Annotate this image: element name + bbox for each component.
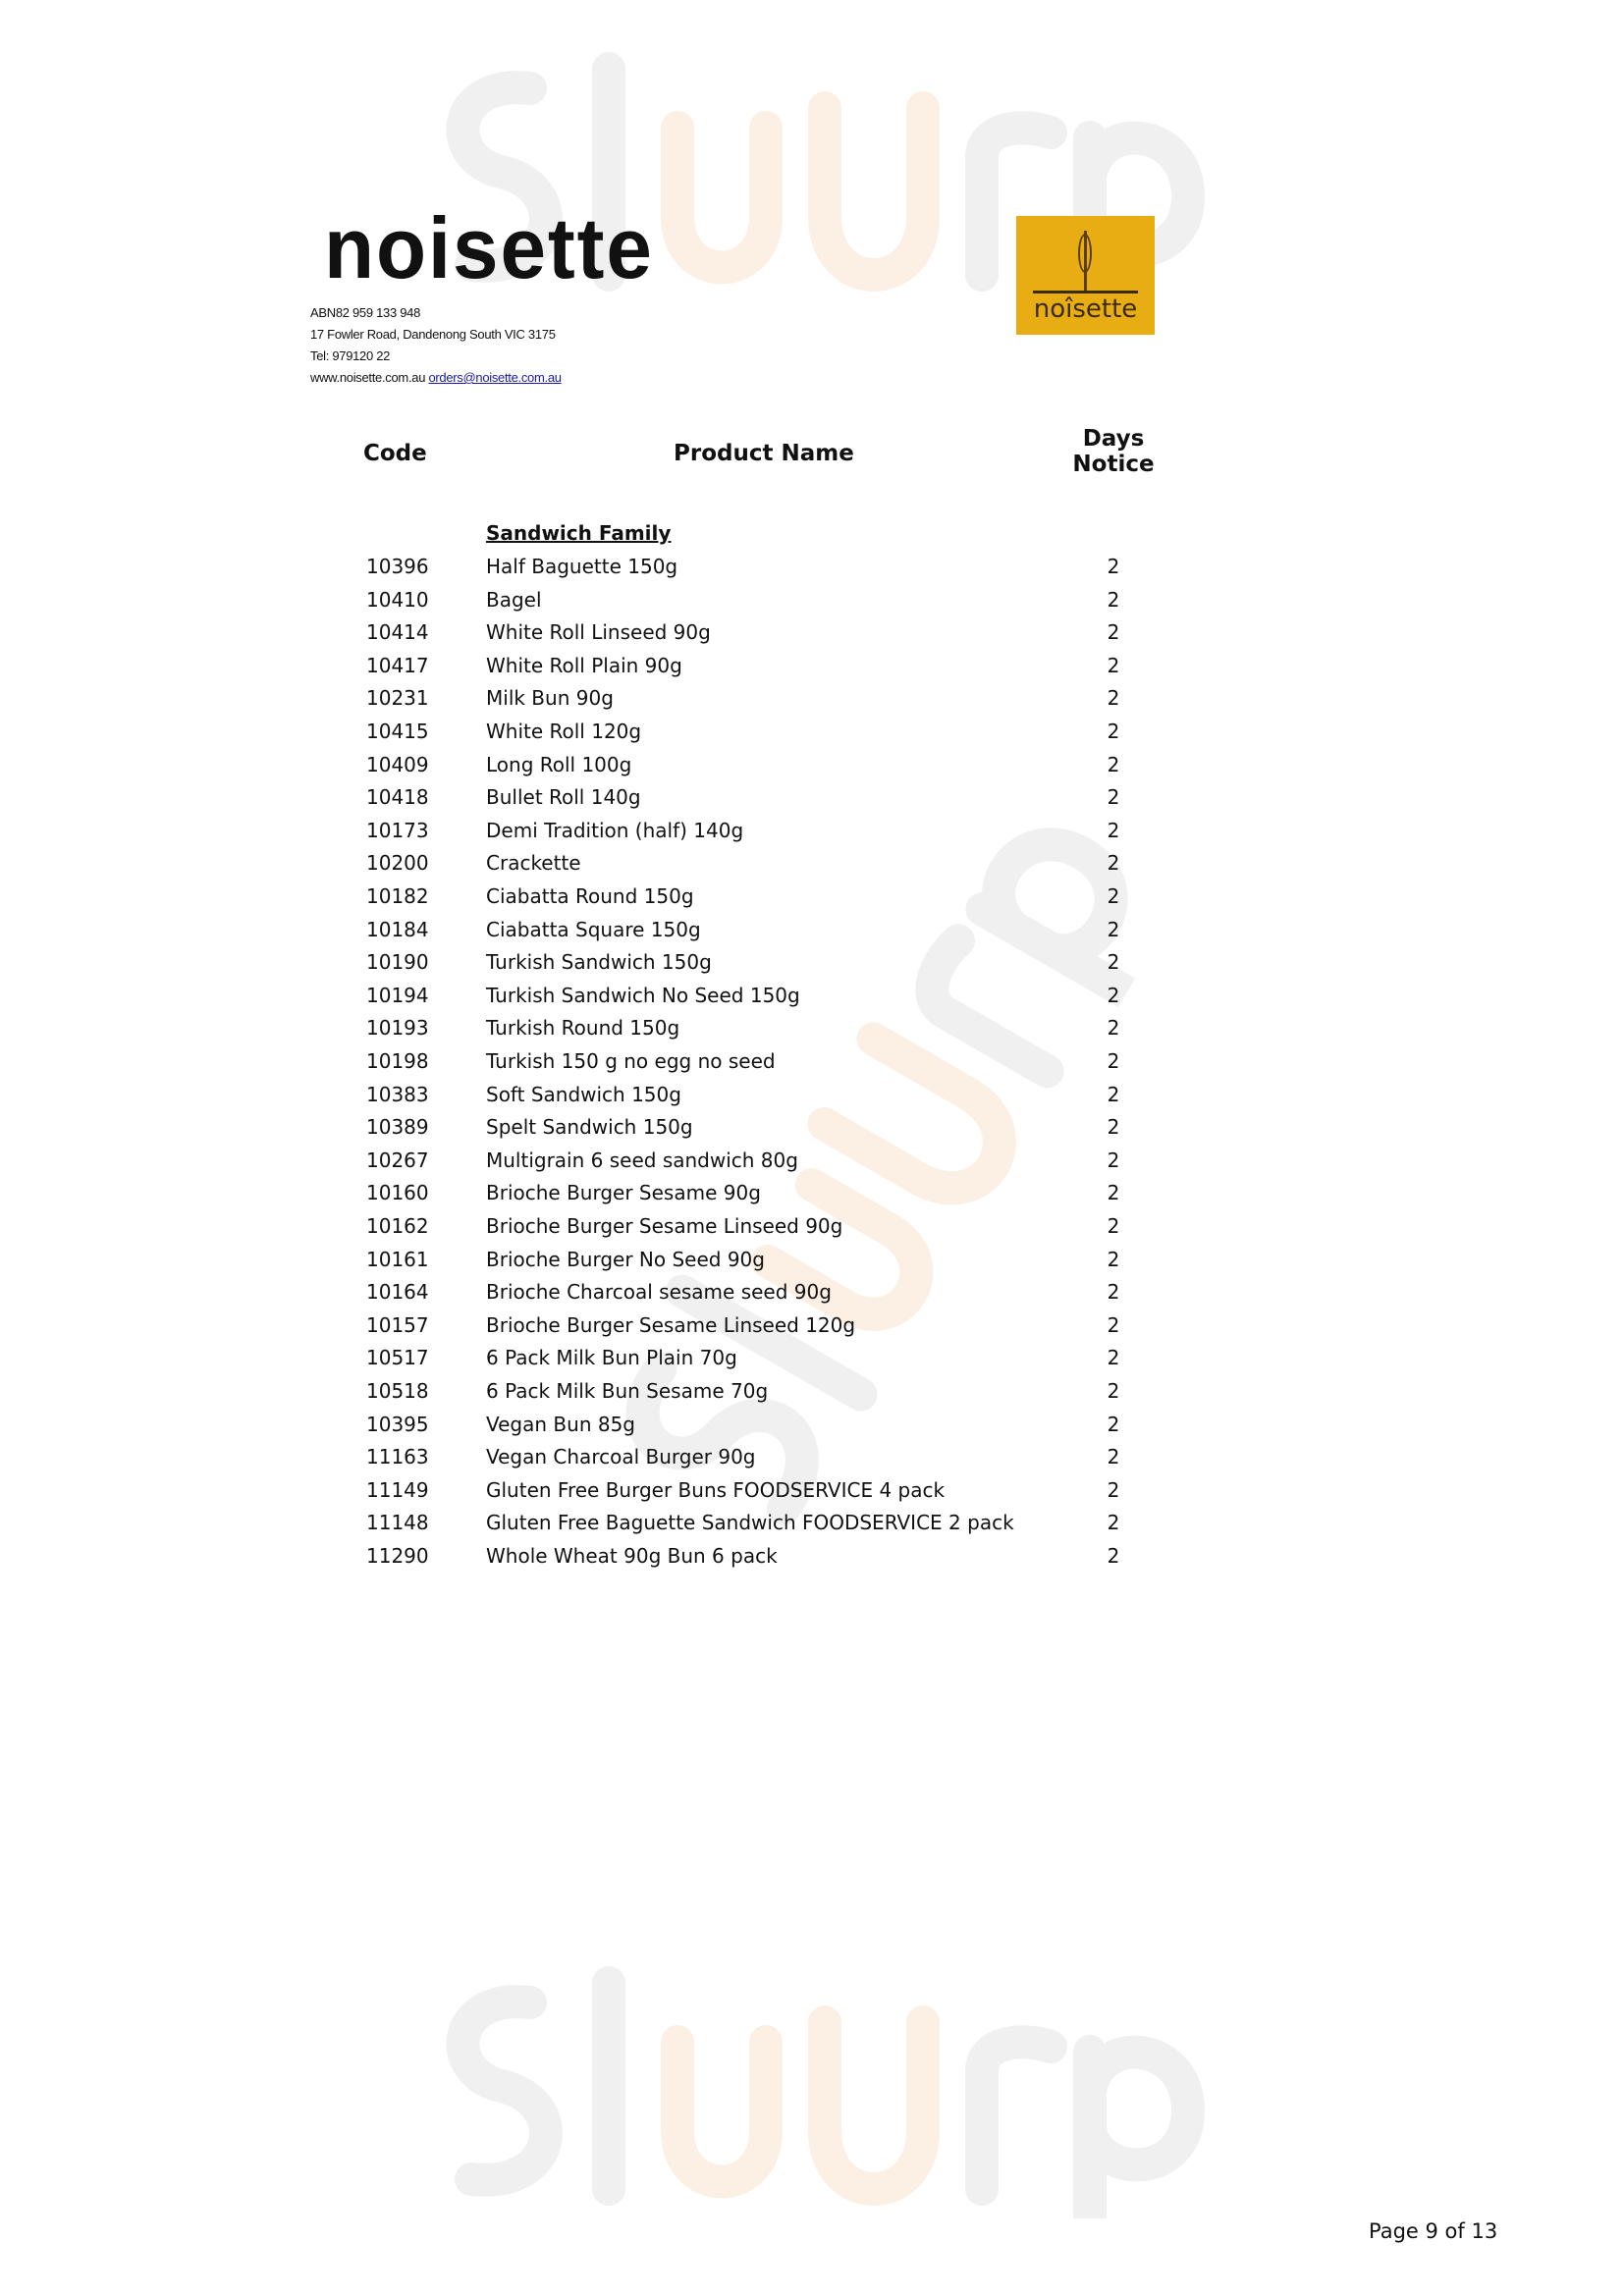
product-code: 10161 xyxy=(366,1247,429,1271)
header-product-name: Product Name xyxy=(674,441,854,466)
product-code: 11163 xyxy=(366,1445,429,1469)
table-row xyxy=(0,1313,1624,1347)
days-notice: 2 xyxy=(1107,653,1120,677)
days-notice: 2 xyxy=(1107,1115,1120,1140)
table-row xyxy=(0,884,1624,918)
days-notice: 2 xyxy=(1107,1280,1120,1305)
days-notice: 2 xyxy=(1107,1511,1120,1535)
days-notice: 2 xyxy=(1107,1346,1120,1370)
table-row xyxy=(0,1248,1624,1281)
days-notice: 2 xyxy=(1107,620,1120,645)
days-notice: 2 xyxy=(1107,555,1120,578)
product-name: Brioche Burger Sesame Linseed 90g xyxy=(486,1214,843,1238)
product-code: 11149 xyxy=(366,1477,429,1502)
days-notice: 2 xyxy=(1107,1016,1120,1041)
product-code: 10517 xyxy=(366,1346,429,1370)
days-notice: 2 xyxy=(1107,785,1120,810)
table-row xyxy=(0,1478,1624,1512)
table-row xyxy=(0,1379,1624,1413)
product-name: Brioche Burger Sesame 90g xyxy=(486,1181,761,1205)
product-code: 10182 xyxy=(366,884,429,908)
company-email-link[interactable]: orders@noisette.com.au xyxy=(428,370,562,385)
table-row xyxy=(0,819,1624,852)
table-row xyxy=(0,588,1624,621)
days-notice: 2 xyxy=(1107,851,1120,876)
product-code: 10162 xyxy=(366,1214,429,1238)
days-notice: 2 xyxy=(1107,1148,1120,1172)
product-code: 10184 xyxy=(366,917,429,941)
table-row xyxy=(0,555,1624,588)
product-name: Turkish Sandwich 150g xyxy=(486,950,712,975)
table-row xyxy=(0,1181,1624,1214)
product-name: Spelt Sandwich 150g xyxy=(486,1115,693,1140)
days-notice: 2 xyxy=(1107,983,1120,1007)
company-address: 17 Fowler Road, Dandenong South VIC 3175 xyxy=(310,327,556,342)
table-row xyxy=(0,1148,1624,1182)
table-row xyxy=(0,1083,1624,1116)
table-row xyxy=(0,686,1624,720)
company-name: noisette xyxy=(324,199,654,296)
product-code: 10396 xyxy=(366,555,429,578)
company-logo xyxy=(1016,216,1155,335)
product-name: White Roll 120g xyxy=(486,720,642,743)
days-notice: 2 xyxy=(1107,1214,1120,1238)
table-row xyxy=(0,1214,1624,1248)
days-notice: 2 xyxy=(1107,720,1120,743)
table-row xyxy=(0,1016,1624,1049)
table-row xyxy=(0,1280,1624,1313)
product-code: 10418 xyxy=(366,785,429,810)
product-code: 10383 xyxy=(366,1082,429,1106)
header-days-notice: Days Notice xyxy=(1072,426,1155,477)
days-notice: 2 xyxy=(1107,950,1120,975)
table-row xyxy=(0,1445,1624,1478)
product-code: 10157 xyxy=(366,1312,429,1337)
product-name: Vegan Bun 85g xyxy=(486,1412,635,1436)
product-name: 6 Pack Milk Bun Plain 70g xyxy=(486,1346,737,1370)
days-notice: 2 xyxy=(1107,1181,1120,1205)
table-row xyxy=(0,1413,1624,1446)
product-name: Half Baguette 150g xyxy=(486,555,678,578)
table-row xyxy=(0,851,1624,884)
product-code: 10410 xyxy=(366,587,429,612)
product-name: Long Roll 100g xyxy=(486,752,632,776)
product-code: 10194 xyxy=(366,983,429,1007)
days-notice: 2 xyxy=(1107,1247,1120,1271)
product-name: Whole Wheat 90g Bun 6 pack xyxy=(486,1544,778,1568)
table-row xyxy=(0,620,1624,654)
product-name: Multigrain 6 seed sandwich 80g xyxy=(486,1148,798,1172)
company-phone: Tel: 979120 22 xyxy=(310,348,391,363)
product-name: Ciabatta Round 150g xyxy=(486,884,694,908)
product-name: Bagel xyxy=(486,587,542,612)
product-name: Soft Sandwich 150g xyxy=(486,1082,681,1106)
product-code: 10415 xyxy=(366,720,429,743)
product-code: 10518 xyxy=(366,1379,429,1403)
table-row xyxy=(0,1346,1624,1379)
product-code: 10190 xyxy=(366,950,429,975)
watermark-graphic xyxy=(412,1963,1237,2218)
product-code: 10417 xyxy=(366,653,429,677)
days-notice: 2 xyxy=(1107,1049,1120,1073)
product-name: Gluten Free Burger Buns FOODSERVICE 4 pack xyxy=(486,1477,946,1502)
company-abn: ABN82 959 133 948 xyxy=(310,305,420,320)
product-code: 10160 xyxy=(366,1181,429,1205)
days-notice: 2 xyxy=(1107,1312,1120,1337)
product-code: 10389 xyxy=(366,1115,429,1140)
page-number: Page 9 of 13 xyxy=(1369,2219,1498,2243)
header-code: Code xyxy=(363,441,427,466)
company-website: www.noisette.com.au xyxy=(310,370,429,385)
days-notice: 2 xyxy=(1107,1477,1120,1502)
product-code: 10409 xyxy=(366,752,429,776)
company-contact xyxy=(310,370,562,385)
logo-text: noîsette xyxy=(1033,294,1138,324)
product-code: 10414 xyxy=(366,620,429,645)
table-row xyxy=(0,984,1624,1017)
table-row xyxy=(0,1544,1624,1577)
days-notice: 2 xyxy=(1107,1445,1120,1469)
product-name: Gluten Free Baguette Sandwich FOODSERVICE 2 pack xyxy=(486,1511,1014,1535)
product-name: Turkish Sandwich No Seed 150g xyxy=(486,983,800,1007)
product-name: Turkish 150 g no egg no seed xyxy=(486,1049,776,1073)
product-name: Crackette xyxy=(486,851,581,876)
table-row xyxy=(0,720,1624,753)
product-name: Demi Tradition (half) 140g xyxy=(486,818,744,842)
product-name: Brioche Burger No Seed 90g xyxy=(486,1247,765,1271)
days-notice: 2 xyxy=(1107,818,1120,842)
section-title: Sandwich Family xyxy=(486,521,672,545)
days-notice: 2 xyxy=(1107,686,1120,711)
product-name: White Roll Plain 90g xyxy=(486,653,682,677)
days-notice: 2 xyxy=(1107,1379,1120,1403)
product-code: 10198 xyxy=(366,1049,429,1073)
product-code: 10164 xyxy=(366,1280,429,1305)
days-notice: 2 xyxy=(1107,917,1120,941)
days-notice: 2 xyxy=(1107,752,1120,776)
table-row xyxy=(0,950,1624,984)
days-notice: 2 xyxy=(1107,587,1120,612)
product-name: White Roll Linseed 90g xyxy=(486,620,711,645)
product-name: Milk Bun 90g xyxy=(486,686,614,711)
days-notice: 2 xyxy=(1107,884,1120,908)
table-row xyxy=(0,753,1624,786)
days-notice: 2 xyxy=(1107,1544,1120,1568)
product-code: 10231 xyxy=(366,686,429,711)
product-code: 10267 xyxy=(366,1148,429,1172)
days-notice: 2 xyxy=(1107,1412,1120,1436)
product-code: 10173 xyxy=(366,818,429,842)
days-notice: 2 xyxy=(1107,1082,1120,1106)
product-name: Vegan Charcoal Burger 90g xyxy=(486,1445,756,1469)
table-row xyxy=(0,654,1624,687)
product-name: Brioche Burger Sesame Linseed 120g xyxy=(486,1312,856,1337)
product-name: Turkish Round 150g xyxy=(486,1016,680,1041)
product-code: 10395 xyxy=(366,1412,429,1436)
product-name: Brioche Charcoal sesame seed 90g xyxy=(486,1280,832,1305)
table-row xyxy=(0,918,1624,951)
product-name: Bullet Roll 140g xyxy=(486,785,641,810)
product-code: 11290 xyxy=(366,1544,429,1568)
table-row xyxy=(0,1115,1624,1148)
product-name: 6 Pack Milk Bun Sesame 70g xyxy=(486,1379,769,1403)
table-row xyxy=(0,1049,1624,1083)
product-code: 10200 xyxy=(366,851,429,876)
table-row xyxy=(0,785,1624,819)
table-row xyxy=(0,1511,1624,1544)
product-code: 11148 xyxy=(366,1511,429,1535)
product-code: 10193 xyxy=(366,1016,429,1041)
product-name: Ciabatta Square 150g xyxy=(486,917,701,941)
